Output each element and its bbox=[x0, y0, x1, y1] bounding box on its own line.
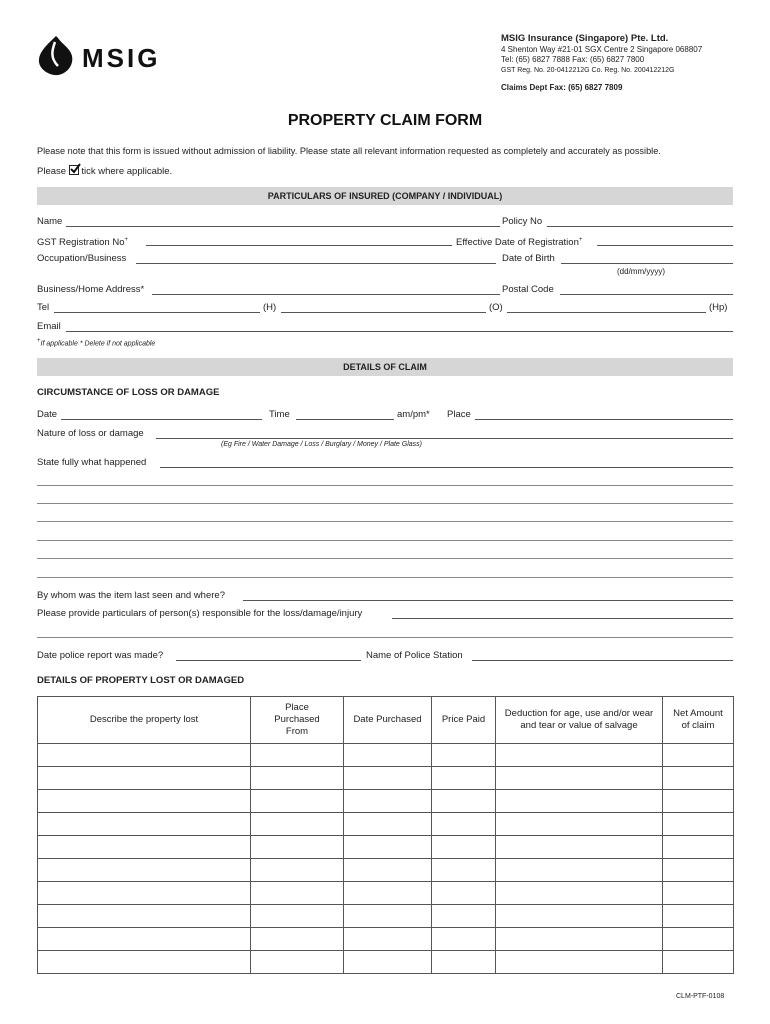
nature-field[interactable] bbox=[156, 438, 733, 439]
table-cell[interactable] bbox=[38, 813, 251, 836]
policy-no-label: Policy No bbox=[502, 216, 543, 227]
table-cell[interactable] bbox=[251, 744, 344, 767]
dob-format-hint: (dd/mm/yyyy) bbox=[617, 267, 665, 276]
col-deduction: Deduction for age, use and/or wear and tear or value of salvage bbox=[496, 697, 663, 744]
email-label: Email bbox=[37, 321, 61, 332]
company-address: 4 Shenton Way #21-01 SGX Centre 2 Singapore 068807 bbox=[501, 45, 703, 54]
tick-instruction bbox=[37, 165, 172, 178]
state-field-line-1[interactable] bbox=[160, 467, 733, 468]
table-cell[interactable] bbox=[432, 859, 496, 882]
please-label: Please bbox=[37, 166, 67, 177]
table-row bbox=[38, 813, 734, 836]
form-title: PROPERTY CLAIM FORM bbox=[287, 112, 483, 129]
table-cell[interactable] bbox=[663, 767, 734, 790]
state-field-line-2[interactable] bbox=[37, 485, 733, 486]
section-heading-insured: PARTICULARS OF INSURED (COMPANY / INDIVIDUAL) bbox=[37, 187, 733, 205]
gst-field[interactable] bbox=[146, 245, 452, 246]
intro-note: Please note that this form is issued without admission of liability. Please state all relevant information requested as completely and accurately as possible. bbox=[37, 146, 661, 156]
table-cell[interactable] bbox=[663, 790, 734, 813]
logo-text: MSIG bbox=[82, 43, 161, 73]
tick-label: tick where applicable. bbox=[81, 166, 173, 177]
occupation-label: Occupation/Business bbox=[37, 253, 127, 264]
table-cell[interactable] bbox=[38, 928, 251, 951]
table-cell[interactable] bbox=[496, 859, 663, 882]
table-cell[interactable] bbox=[251, 767, 344, 790]
table-row bbox=[38, 767, 734, 790]
table-cell[interactable] bbox=[38, 790, 251, 813]
table-cell[interactable] bbox=[432, 767, 496, 790]
loss-date-field[interactable] bbox=[61, 419, 262, 420]
postal-code-label: Postal Code bbox=[502, 284, 554, 295]
table-cell[interactable] bbox=[251, 882, 344, 905]
dob-label: Date of Birth bbox=[502, 253, 555, 264]
table-cell[interactable] bbox=[344, 790, 432, 813]
table-cell[interactable] bbox=[432, 905, 496, 928]
table-cell[interactable] bbox=[496, 905, 663, 928]
table-row bbox=[38, 859, 734, 882]
property-table bbox=[37, 696, 734, 974]
table-cell[interactable] bbox=[38, 951, 251, 974]
state-field-line-3[interactable] bbox=[37, 503, 733, 504]
table-cell[interactable] bbox=[344, 813, 432, 836]
table-cell[interactable] bbox=[663, 859, 734, 882]
police-date-field[interactable] bbox=[176, 660, 361, 661]
police-station-label: Name of Police Station bbox=[366, 650, 463, 661]
table-cell[interactable] bbox=[251, 836, 344, 859]
table-cell[interactable] bbox=[38, 767, 251, 790]
col-place-purchased: Place Purchased From bbox=[251, 697, 344, 744]
checkmark-icon bbox=[69, 165, 79, 175]
table-cell[interactable] bbox=[432, 928, 496, 951]
table-row bbox=[38, 882, 734, 905]
table-cell[interactable] bbox=[432, 813, 496, 836]
tel-label: Tel bbox=[37, 302, 50, 313]
table-cell[interactable] bbox=[251, 813, 344, 836]
effective-date-label bbox=[456, 234, 582, 249]
property-table-header bbox=[38, 697, 734, 744]
state-field-line-4[interactable] bbox=[37, 521, 733, 522]
table-cell[interactable] bbox=[38, 859, 251, 882]
table-cell[interactable] bbox=[344, 859, 432, 882]
section-heading-claim: DETAILS OF CLAIM bbox=[37, 358, 733, 376]
loss-time-field[interactable] bbox=[296, 419, 394, 420]
tel-hp-label: (Hp) bbox=[709, 302, 728, 313]
nature-example: (Eg Fire / Water Damage / Loss / Burglary / Money / Plate Glass) bbox=[221, 441, 422, 448]
table-cell[interactable] bbox=[251, 859, 344, 882]
claims-fax: Claims Dept Fax: (65) 6827 7809 bbox=[501, 83, 623, 92]
responsible-field-2[interactable] bbox=[37, 637, 733, 638]
tel-hp-field[interactable] bbox=[507, 312, 706, 313]
table-cell[interactable] bbox=[38, 882, 251, 905]
table-cell[interactable] bbox=[432, 951, 496, 974]
table-cell[interactable] bbox=[251, 928, 344, 951]
table-cell[interactable] bbox=[38, 905, 251, 928]
table-cell[interactable] bbox=[344, 744, 432, 767]
place-field[interactable] bbox=[475, 419, 733, 420]
company-registration: GST Reg. No. 20-0412212G Co. Reg. No. 200412212G bbox=[501, 67, 675, 74]
table-cell[interactable] bbox=[496, 836, 663, 859]
msig-logo bbox=[36, 34, 176, 78]
name-label: Name bbox=[37, 216, 63, 227]
table-cell[interactable] bbox=[663, 836, 734, 859]
email-field[interactable] bbox=[66, 331, 733, 332]
effective-date-text: Effective Date of Registration bbox=[456, 237, 579, 249]
tel-o-label: (O) bbox=[489, 302, 503, 313]
company-tel-fax: Tel: (65) 6827 7888 Fax: (65) 6827 7800 bbox=[501, 55, 645, 64]
name-field[interactable] bbox=[66, 226, 500, 227]
ampm-label: am/pm* bbox=[397, 409, 430, 420]
tel-o-field[interactable] bbox=[281, 312, 486, 313]
state-field-line-6[interactable] bbox=[37, 558, 733, 559]
gst-label bbox=[37, 234, 128, 249]
last-seen-label: By whom was the item last seen and where? bbox=[37, 590, 225, 601]
table-cell[interactable] bbox=[496, 882, 663, 905]
table-cell[interactable] bbox=[344, 882, 432, 905]
table-row bbox=[38, 790, 734, 813]
table-cell[interactable] bbox=[496, 951, 663, 974]
police-date-label: Date police report was made? bbox=[37, 650, 164, 661]
company-name: MSIG Insurance (Singapore) Pte. Ltd. bbox=[501, 33, 669, 44]
table-cell[interactable] bbox=[344, 928, 432, 951]
loss-time-label: Time bbox=[269, 409, 290, 420]
table-cell[interactable] bbox=[344, 905, 432, 928]
table-cell[interactable] bbox=[251, 951, 344, 974]
postal-code-field[interactable] bbox=[560, 294, 733, 295]
col-net-amount: Net Amount of claim bbox=[663, 697, 734, 744]
table-row bbox=[38, 744, 734, 767]
table-cell[interactable] bbox=[663, 744, 734, 767]
footnote-text: If applicable * Delete if not applicable bbox=[40, 340, 156, 348]
table-cell[interactable] bbox=[496, 744, 663, 767]
col-describe: Describe the property lost bbox=[38, 697, 251, 744]
table-row bbox=[38, 905, 734, 928]
table-cell[interactable] bbox=[432, 836, 496, 859]
table-cell[interactable] bbox=[432, 744, 496, 767]
police-station-field[interactable] bbox=[472, 660, 733, 661]
table-cell[interactable] bbox=[38, 836, 251, 859]
table-cell[interactable] bbox=[251, 790, 344, 813]
table-cell[interactable] bbox=[38, 744, 251, 767]
table-cell[interactable] bbox=[344, 951, 432, 974]
policy-no-field[interactable] bbox=[547, 226, 733, 227]
footnote-mark: + bbox=[37, 338, 41, 344]
table-row bbox=[38, 836, 734, 859]
table-cell[interactable] bbox=[344, 836, 432, 859]
state-label: State fully what happened bbox=[37, 457, 147, 468]
table-cell[interactable] bbox=[663, 813, 734, 836]
table-cell[interactable] bbox=[663, 928, 734, 951]
gst-mark: + bbox=[124, 237, 128, 243]
table-cell[interactable] bbox=[251, 905, 344, 928]
table-cell[interactable] bbox=[663, 951, 734, 974]
table-cell[interactable] bbox=[432, 882, 496, 905]
address-field[interactable] bbox=[152, 294, 500, 295]
msig-logo-icon bbox=[36, 34, 76, 78]
table-cell[interactable] bbox=[496, 767, 663, 790]
tel-h-label: (H) bbox=[263, 302, 277, 313]
table-cell[interactable] bbox=[663, 882, 734, 905]
table-cell[interactable] bbox=[432, 790, 496, 813]
table-cell[interactable] bbox=[496, 928, 663, 951]
table-cell[interactable] bbox=[663, 905, 734, 928]
property-heading: DETAILS OF PROPERTY LOST OR DAMAGED bbox=[37, 675, 245, 686]
occupation-field[interactable] bbox=[136, 263, 496, 264]
dob-field[interactable] bbox=[561, 263, 733, 264]
place-label: Place bbox=[447, 409, 471, 420]
form-code: CLM-PTF-0108 bbox=[676, 993, 725, 1000]
responsible-label: Please provide particulars of person(s) responsible for the loss/damage/injury bbox=[37, 608, 363, 619]
effective-mark: + bbox=[578, 237, 583, 243]
gst-label-text: GST Registration No bbox=[37, 237, 125, 249]
loss-date-label: Date bbox=[37, 409, 58, 420]
table-row bbox=[38, 928, 734, 951]
table-row bbox=[38, 951, 734, 974]
table-cell[interactable] bbox=[344, 767, 432, 790]
circumstance-heading: CIRCUMSTANCE OF LOSS OR DAMAGE bbox=[37, 387, 220, 398]
last-seen-field[interactable] bbox=[243, 600, 733, 601]
table-cell[interactable] bbox=[496, 813, 663, 836]
tel-h-field[interactable] bbox=[54, 312, 260, 313]
footnote bbox=[37, 337, 155, 348]
state-field-line-5[interactable] bbox=[37, 540, 733, 541]
responsible-field-1[interactable] bbox=[392, 618, 733, 619]
col-date-purchased: Date Purchased bbox=[344, 697, 432, 744]
nature-label: Nature of loss or damage bbox=[37, 428, 144, 439]
address-label: Business/Home Address* bbox=[37, 284, 145, 295]
col-price-paid: Price Paid bbox=[432, 697, 496, 744]
effective-date-field[interactable] bbox=[597, 245, 733, 246]
table-cell[interactable] bbox=[496, 790, 663, 813]
state-field-line-7[interactable] bbox=[37, 577, 733, 578]
